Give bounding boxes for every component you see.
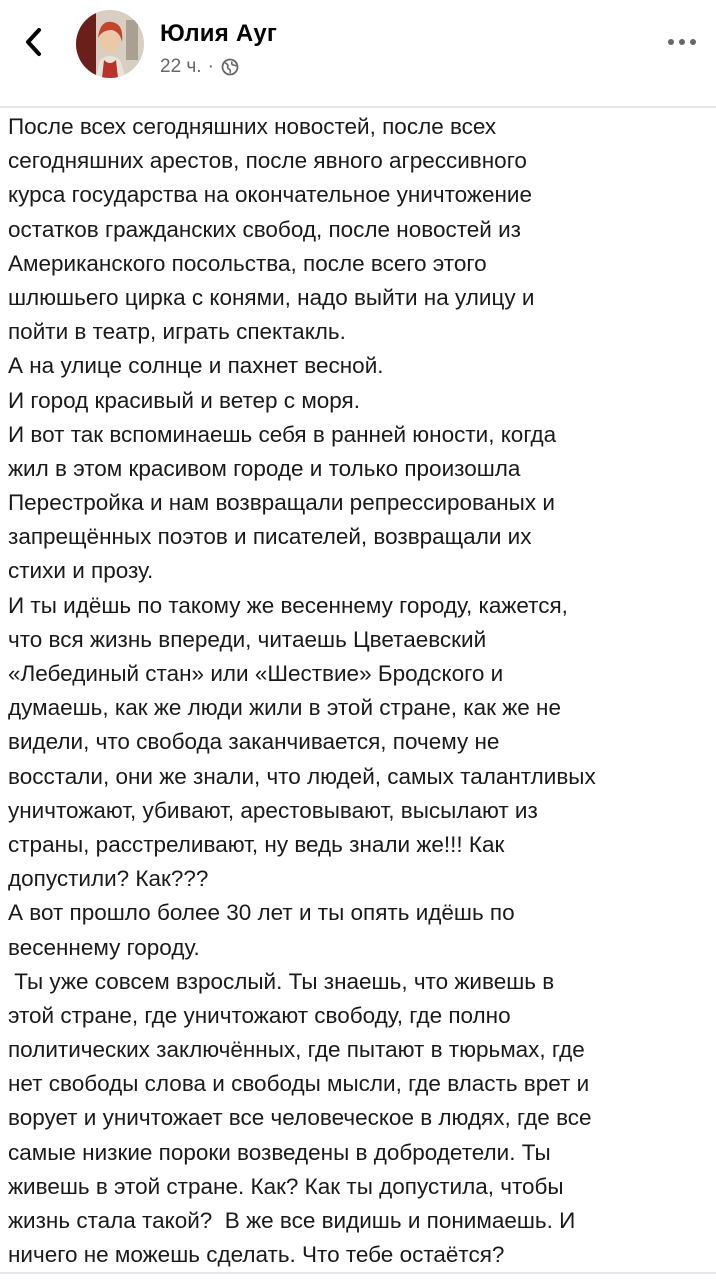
post-line: ничего не можешь сделать. Что тебе остаётся?	[8, 1242, 505, 1268]
post-line: живешь в этой стране. Как? Как ты допустила, чтобы	[8, 1173, 564, 1199]
back-button[interactable]	[14, 22, 54, 62]
header-divider	[0, 106, 716, 108]
post-meta	[160, 56, 240, 78]
post-line: А вот прошло более 30 лет и ты опять идёшь по	[8, 900, 515, 926]
post-line: пойти в театр, играть спектакль.	[8, 319, 346, 345]
post-line: восстали, они же знали, что людей, самых талантливых	[8, 763, 596, 789]
post-bottom-divider	[0, 1272, 716, 1274]
post-line: Ты уже совсем взрослый. Ты знаешь, что живешь в	[8, 968, 555, 994]
post-line: весеннему городу.	[8, 934, 200, 960]
post-line: шлюшьего цирка с конями, надо выйти на улицу и	[8, 284, 535, 310]
post-line: думаешь, как же люди жили в этой стране, как же не	[8, 695, 561, 721]
post-line: «Лебединый стан» или «Шествие» Бродского и	[8, 661, 504, 686]
post-line: Американского посольства, после всего этого	[8, 250, 487, 276]
post-timestamp[interactable]: 22 ч.	[160, 56, 202, 77]
post-line: жил в этом красивом городе и только произошла	[8, 455, 521, 481]
post-line: страны, расстреливают, ну ведь знали же!!! Как	[8, 831, 505, 857]
post-line: уничтожают, убивают, арестовывают, высылают из	[8, 797, 538, 823]
post-line: видели, что свобода заканчивается, почему не	[8, 729, 500, 755]
post-line: А на улице солнце и пахнет весной.	[8, 353, 384, 379]
avatar[interactable]	[76, 10, 144, 78]
post-line: И вот так вспоминаешь себя в ранней юности, когда	[8, 421, 557, 447]
post-line: сегодняшних арестов, после явного агрессивного	[8, 148, 527, 174]
author-name[interactable]: Юлия Ауг	[160, 20, 278, 47]
post-line: политических заключённых, где пытают в тюрьмах, где	[8, 1037, 585, 1063]
post-line: Перестройка и нам возвращали репрессированых и	[8, 490, 555, 516]
avatar-portrait-icon	[76, 10, 144, 78]
post-line: И ты идёшь по такому же весеннему городу, кажется,	[8, 592, 568, 618]
more-horizontal-icon	[667, 38, 697, 46]
post-line: курса государства на окончательное уничтожение	[8, 182, 532, 208]
globe-icon	[220, 57, 240, 77]
post-line: жизнь стала такой? В же все видишь и понимаешь. И	[8, 1208, 576, 1233]
post-line: И город красивый и ветер с моря.	[8, 387, 360, 413]
post-body	[8, 110, 708, 1272]
more-options-button[interactable]	[662, 30, 702, 54]
post-line: нет свободы слова и свободы мысли, где власть врет и	[8, 1071, 590, 1097]
post-line: самые низкие пороки возведены в добродетели. Ты	[8, 1139, 551, 1165]
post-line: допустили? Как???	[8, 866, 209, 892]
post-line: этой стране, где уничтожают свободу, где полно	[8, 1002, 511, 1028]
chevron-left-icon	[23, 27, 45, 57]
post-line: После всех сегодняшних новостей, после всех	[8, 114, 497, 139]
post-line: остатков гражданских свобод, после новостей из	[8, 216, 521, 242]
post-line: ворует и уничтожает все человеческое в людях, где все	[8, 1105, 592, 1131]
post-header	[0, 0, 716, 106]
post-line: что вся жизнь впереди, читаешь Цветаевский	[8, 626, 487, 652]
post-line: запрещённых поэтов и писателей, возвращали их	[8, 524, 532, 550]
post-line: стихи и прозу.	[8, 558, 154, 584]
meta-separator: ·	[207, 56, 214, 77]
